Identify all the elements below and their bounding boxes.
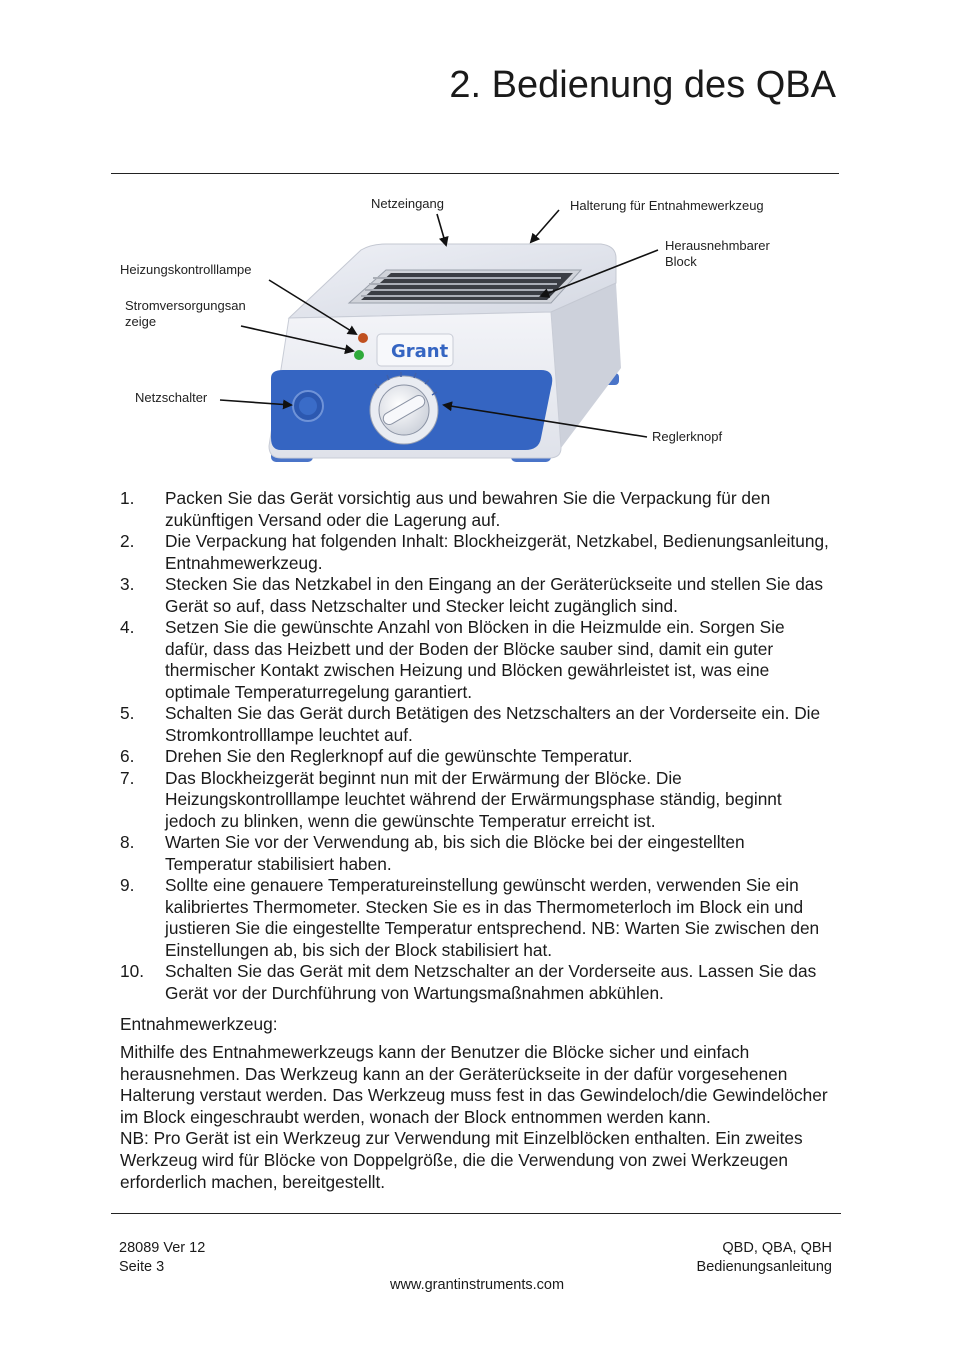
step-number: 2. bbox=[120, 531, 135, 551]
bottom-rule bbox=[111, 1213, 841, 1214]
models: QBD, QBA, QBH bbox=[722, 1240, 832, 1256]
step-text: Setzen Sie die gewünschte Anzahl von Blöcken in die Heizmulde ein. Sorgen Sie dafür, dass das Heizbett und der Boden der Blöcke sauber sind, damit ein guter thermischer Kontakt zwischen Heizung und Blöcken gewährleistet ist, was eine optimale Temperaturregelung garantiert. bbox=[165, 617, 785, 702]
step-text: Drehen Sie den Reglerknopf auf die gewünschte Temperatur. bbox=[165, 746, 633, 766]
instruction-list bbox=[120, 488, 832, 1004]
label-block bbox=[665, 238, 770, 270]
step-text: Stecken Sie das Netzkabel in den Eingang an der Geräterückseite und stellen Sie das Gerät so auf, dass Netzschalter und Stecker leicht zugänglich sind. bbox=[165, 574, 824, 616]
list-item bbox=[120, 832, 832, 875]
label-strom bbox=[125, 298, 246, 330]
list-item bbox=[120, 617, 832, 703]
label-heizung: Heizungskontrolllampe bbox=[120, 262, 252, 277]
step-text: Sollte eine genauere Temperatureinstellung gewünscht werden, verwenden Sie ein kalibriertes Thermometer. Stecken Sie es in das Thermometerloch im Block ein und justieren Sie die eingestellte Temperatur entsprechend. NB: Warten Sie zwischen den Einstellungen ab, bis sich der Block stabilisiert hat. bbox=[165, 875, 820, 960]
device-illustration bbox=[111, 188, 839, 478]
footer-left bbox=[119, 1239, 205, 1277]
list-item bbox=[120, 488, 832, 531]
list-item bbox=[120, 746, 832, 768]
power-lamp bbox=[354, 350, 364, 360]
doc-number: 28089 Ver 12 bbox=[119, 1240, 206, 1256]
doc-type: Bedienungsanleitung bbox=[696, 1259, 832, 1275]
label-block-line1: Herausnehmbarer bbox=[665, 238, 770, 253]
label-block-line2: Block bbox=[665, 254, 697, 269]
step-text: Packen Sie das Gerät vorsichtig aus und bewahren Sie die Verpackung für den zukünftigen Versand oder die Lagerung auf. bbox=[165, 488, 771, 530]
brand-logo: Grant bbox=[391, 341, 449, 362]
tool-paragraph: Mithilfe des Entnahmewerkzeugs kann der Benutzer die Blöcke sicher und einfach herausnehmen. Das Werkzeug kann an der Geräterückseite in der dafür vorgesehenen Halterung verstaut werden. Das Werkzeug muss fest in das Gewindeloch/die Gewindelöcher im Block eingeschraubt werden, wonach der Block entnommen werden kann. bbox=[120, 1042, 828, 1127]
tool-note: NB: Pro Gerät ist ein Werkzeug zur Verwendung mit Einzelblöcken enthalten. Ein zweites Werkzeug wird für Blöcke von Doppelgröße, die die Verwendung von zwei Werkzeugen erforderlich machen, bereitgestellt. bbox=[120, 1128, 803, 1192]
device-figure bbox=[111, 188, 839, 478]
label-reglerknopf: Reglerknopf bbox=[652, 429, 723, 444]
label-halterung: Halterung für Entnahmewerkzeug bbox=[570, 198, 764, 213]
website-link[interactable]: www.grantinstruments.com bbox=[389, 1277, 565, 1293]
step-text: Warten Sie vor der Verwendung ab, bis sich die Blöcke bei der eingestellten Temperatur stabilisiert haben. bbox=[165, 832, 745, 874]
list-item bbox=[120, 574, 832, 617]
page-number: Seite 3 bbox=[119, 1259, 165, 1275]
label-strom-line2: zeige bbox=[125, 314, 157, 329]
top-rule bbox=[111, 173, 839, 174]
step-number: 4. bbox=[120, 617, 135, 637]
step-number: 3. bbox=[120, 574, 135, 594]
list-item bbox=[120, 961, 832, 1004]
list-item bbox=[120, 703, 832, 746]
step-text: Schalten Sie das Gerät durch Betätigen des Netzschalters an der Vorderseite ein. Die Stromkontrolllampe leuchtet auf. bbox=[165, 703, 821, 745]
step-text: Das Blockheizgerät beginnt nun mit der Erwärmung der Blöcke. Die Heizungskontrolllampe leuchtet während der Erwärmungsphase ständig, beginnt jedoch zu blinken, wenn die gewünschte Temperatur erreicht ist. bbox=[165, 767, 782, 831]
footer-right bbox=[697, 1239, 832, 1277]
step-number: 1. bbox=[120, 488, 135, 508]
step-number: 5. bbox=[120, 703, 135, 723]
arrow-netzeingang bbox=[437, 214, 446, 245]
step-text: Die Verpackung hat folgenden Inhalt: Blockheizgerät, Netzkabel, Bedienungsanleitung, Entnahmewerkzeug. bbox=[165, 531, 829, 573]
label-strom-line1: Stromversorgungsan bbox=[125, 298, 246, 313]
step-number: 10. bbox=[120, 961, 145, 981]
label-netzeingang: Netzeingang bbox=[371, 196, 444, 211]
step-text: Schalten Sie das Gerät mit dem Netzschalter an der Vorderseite aus. Lassen Sie das Gerät vor der Durchführung von Wartungsmaßnahmen abkühlen. bbox=[165, 961, 817, 1003]
arrow-halterung bbox=[531, 210, 559, 242]
page-title: 2. Bedienung des QBA bbox=[449, 64, 836, 106]
list-item bbox=[120, 531, 832, 574]
list-item bbox=[120, 768, 832, 833]
label-netzschalter: Netzschalter bbox=[135, 390, 208, 405]
step-number: 9. bbox=[120, 875, 135, 895]
list-item bbox=[120, 875, 832, 961]
power-switch-cap bbox=[299, 397, 317, 415]
tool-description bbox=[120, 1042, 832, 1193]
heating-lamp bbox=[358, 333, 368, 343]
step-number: 7. bbox=[120, 767, 135, 788]
tool-heading: Entnahmewerkzeug: bbox=[120, 1014, 278, 1034]
step-number: 6. bbox=[120, 746, 135, 766]
step-number: 8. bbox=[120, 832, 135, 852]
